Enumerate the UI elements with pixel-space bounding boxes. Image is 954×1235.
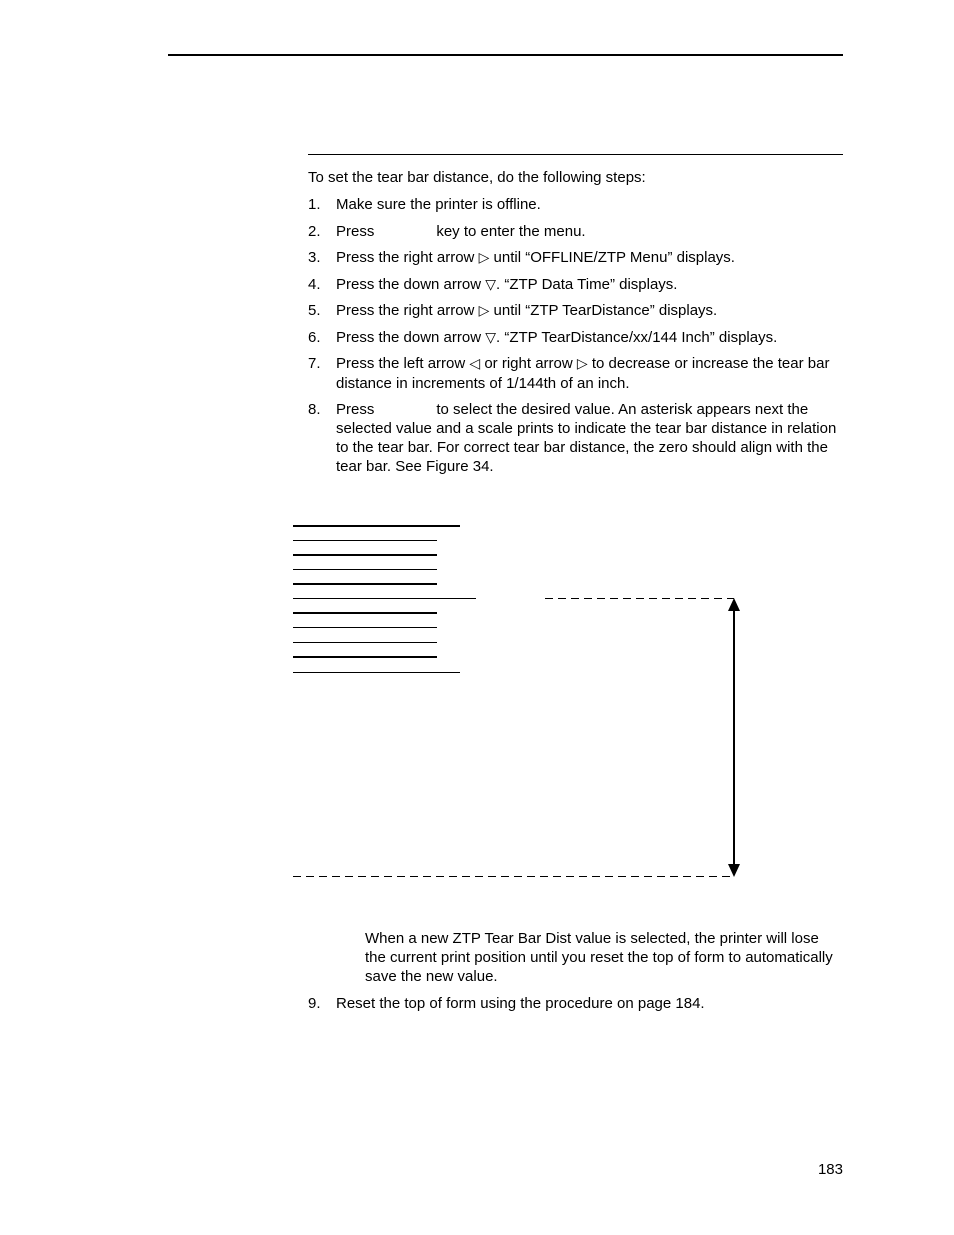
- arrow-down-head-icon: [728, 864, 740, 877]
- intro-text: To set the tear bar distance, do the following steps:: [308, 169, 646, 186]
- step-number: 7.: [308, 355, 321, 372]
- step-text: Reset the top of form using the procedure on page 184.: [336, 995, 705, 1012]
- step-text-pre: Press the right arrow: [336, 302, 475, 319]
- step-text-post: until “ZTP TearDistance” displays.: [493, 302, 718, 319]
- step-number: 6.: [308, 329, 321, 346]
- step-text-post: . “ZTP Data Time” displays.: [496, 276, 678, 293]
- step-text-pre: Press the right arrow: [336, 249, 475, 266]
- step-text: Make sure the printer is offline.: [336, 196, 541, 213]
- step-text-pre: Press the down arrow: [336, 276, 482, 293]
- step-text-pre: Press: [336, 223, 375, 240]
- step-number: 4.: [308, 276, 321, 293]
- step-number: 9.: [308, 995, 321, 1012]
- step-text-post: to select the desired value. An asterisk appears next the selected value and a scale prints to indicate the tear bar distance in relation to the tear bar. For correct tear bar distance, the zero should align with the tear bar. See Figure 34.: [336, 401, 837, 475]
- right-arrow-icon: ▷: [478, 250, 490, 266]
- down-arrow-icon: ▽: [485, 277, 497, 293]
- down-arrow-icon: ▽: [485, 330, 497, 346]
- step-text-pre: Press: [336, 401, 375, 418]
- note-text: When a new ZTP Tear Bar Dist value is selected, the printer will lose the current print position until you reset the top of form to automatically save the new value.: [365, 930, 833, 985]
- left-arrow-icon: ◁: [469, 356, 481, 372]
- step-number: 1.: [308, 196, 321, 213]
- step-text-post: . “ZTP TearDistance/xx/144 Inch” displays.: [496, 329, 778, 346]
- right-arrow-icon: ▷: [576, 356, 588, 372]
- scale-lines: [293, 526, 476, 673]
- step-number: 3.: [308, 249, 321, 266]
- step-text-pre: Press the down arrow: [336, 329, 482, 346]
- step-number: 8.: [308, 401, 321, 418]
- step-text-post: key to enter the menu.: [436, 223, 586, 240]
- step-text-post: to decrease or increase the tear bar distance in increments of 1/144th of an inch.: [336, 355, 830, 392]
- step-text-mid: or right arrow: [484, 355, 573, 372]
- step-number: 2.: [308, 223, 321, 240]
- right-arrow-icon: ▷: [478, 303, 490, 319]
- page-number: 183: [817, 1161, 843, 1178]
- step-text-pre: Press the left arrow: [336, 355, 466, 372]
- step-number: 5.: [308, 302, 321, 319]
- arrow-up-head-icon: [728, 598, 740, 611]
- step-text-post: until “OFFLINE/ZTP Menu” displays.: [493, 249, 735, 266]
